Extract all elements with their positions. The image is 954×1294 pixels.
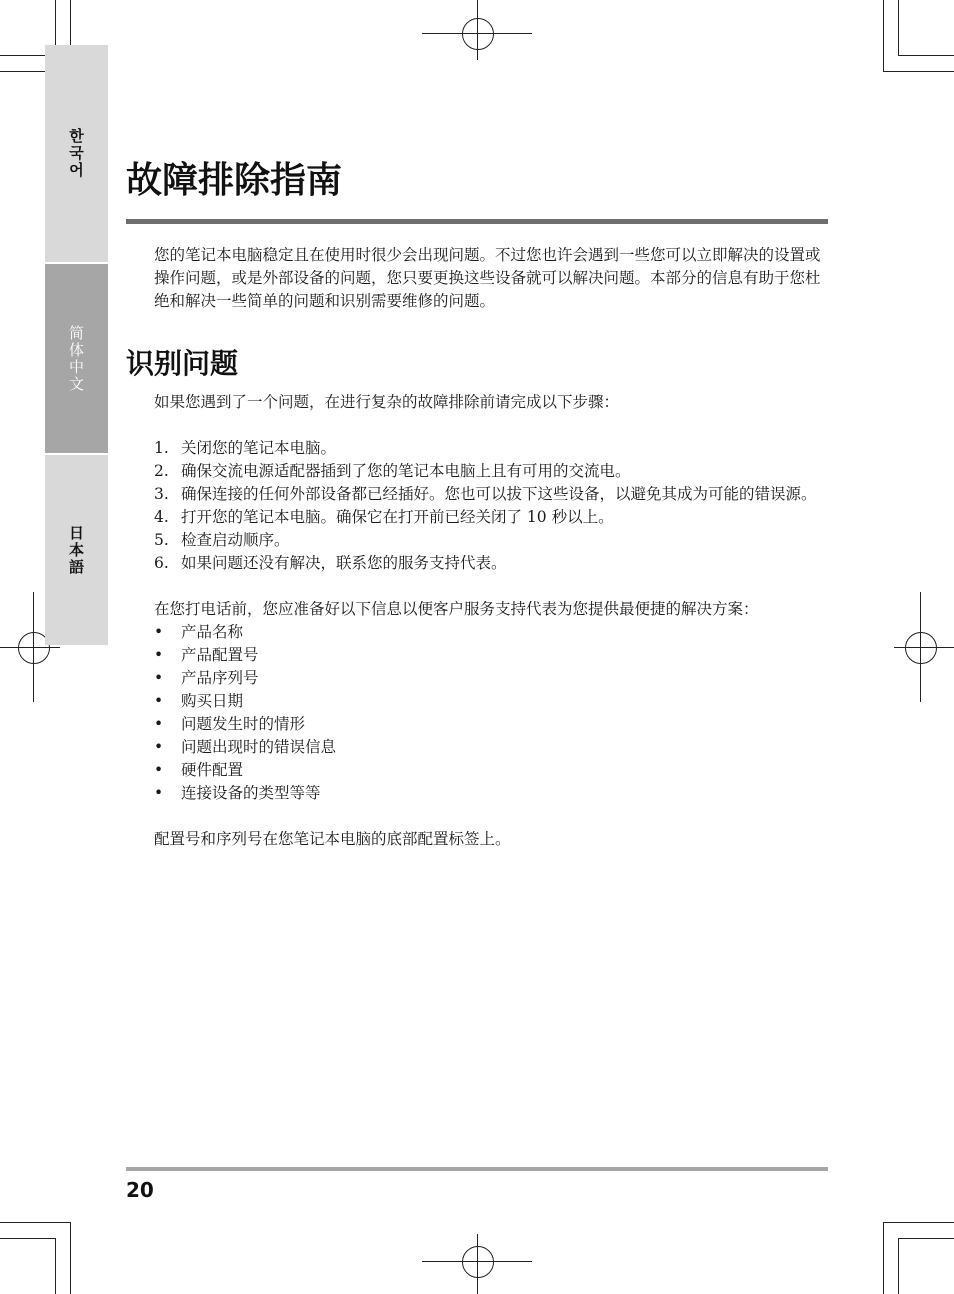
- crop-mark: [884, 71, 954, 72]
- page-number: 20: [126, 1178, 154, 1202]
- list-item: • 问题出现时的错误信息: [154, 736, 828, 759]
- step-text: 确保连接的任何外部设备都已经插好。您也可以拔下这些设备，以避免其成为可能的错误源。: [181, 485, 817, 503]
- language-tab-label: 日本語: [67, 524, 85, 576]
- crop-mark: [883, 1222, 884, 1294]
- crop-mark: [898, 0, 899, 55]
- footer-divider: [126, 1167, 828, 1171]
- section-heading: 识别问题: [126, 347, 239, 380]
- step-item: [154, 552, 828, 575]
- step-text: 如果问题还没有解决，联系您的服务支持代表。: [181, 554, 507, 572]
- step-text: 关闭您的笔记本电脑。: [181, 439, 337, 457]
- steps-list: [154, 437, 828, 575]
- page-title: 故障排除指南: [126, 160, 343, 201]
- troubleshoot-section: [154, 391, 828, 851]
- crop-mark: [0, 1222, 70, 1223]
- support-intro: 在您打电话前，您应准备好以下信息以便客户服务支持代表为您提供最便捷的解决方案：: [154, 600, 759, 618]
- list-item: • 产品序列号: [154, 667, 828, 690]
- registration-mark: [905, 632, 937, 664]
- step-text: 打开您的笔记本电脑。确保它在打开前已经关闭了 10 秒以上。: [181, 508, 614, 526]
- list-item: • 硬件配置: [154, 759, 828, 782]
- crop-mark: [883, 0, 884, 72]
- step-number: 2.: [154, 462, 169, 480]
- step-number: 4.: [154, 508, 169, 526]
- label-note: 配置号和序列号在您笔记本电脑的底部配置标签上。: [154, 830, 511, 848]
- step-item: [154, 529, 828, 552]
- step-number: 5.: [154, 531, 169, 549]
- step-number: 3.: [154, 485, 169, 503]
- list-item: • 产品配置号: [154, 644, 828, 667]
- crop-mark: [884, 1222, 954, 1223]
- language-tab-japanese[interactable]: [45, 455, 108, 645]
- crop-mark: [898, 1238, 954, 1239]
- crop-mark: [70, 1222, 71, 1294]
- step-text: 检查启动顺序。: [181, 531, 290, 549]
- step-number: 1.: [154, 439, 169, 457]
- info-list: [154, 621, 828, 805]
- list-item: • 问题发生时的情形: [154, 713, 828, 736]
- step-item: [154, 460, 828, 483]
- crop-mark: [55, 0, 56, 45]
- registration-mark: [462, 1246, 494, 1278]
- list-item: • 连接设备的类型等等: [154, 782, 828, 805]
- language-tab-korean[interactable]: [45, 45, 108, 262]
- language-tab-chinese[interactable]: [45, 264, 108, 453]
- intro-paragraph: 您的笔记本电脑稳定且在使用时很少会出现问题。不过您也许会遇到一些您可以立即解决的设置或操作问题，或是外部设备的问题，您只要更换这些设备就可以解决问题。本部分的信息有助于您杜绝和解决一些简单的问题和识别需要维修的问题。: [154, 246, 821, 310]
- language-tab-label: 한국어: [67, 128, 85, 179]
- language-tab-label: 简体中文: [67, 324, 85, 393]
- crop-mark: [898, 1238, 899, 1294]
- title-divider: [126, 219, 828, 224]
- steps-intro: 如果您遇到了一个问题，在进行复杂的故障排除前请完成以下步骤：: [154, 393, 620, 411]
- step-item: [154, 483, 828, 506]
- list-item: • 购买日期: [154, 690, 828, 713]
- step-item: [154, 506, 828, 529]
- step-item: [154, 437, 828, 460]
- crop-mark: [898, 55, 954, 56]
- list-item: • 产品名称: [154, 621, 828, 644]
- registration-mark: [462, 18, 494, 50]
- crop-mark: [55, 1238, 56, 1294]
- intro-section: [154, 244, 828, 313]
- step-number: 6.: [154, 554, 169, 572]
- step-text: 确保交流电源适配器插到了您的笔记本电脑上且有可用的交流电。: [181, 462, 631, 480]
- crop-mark: [0, 1238, 55, 1239]
